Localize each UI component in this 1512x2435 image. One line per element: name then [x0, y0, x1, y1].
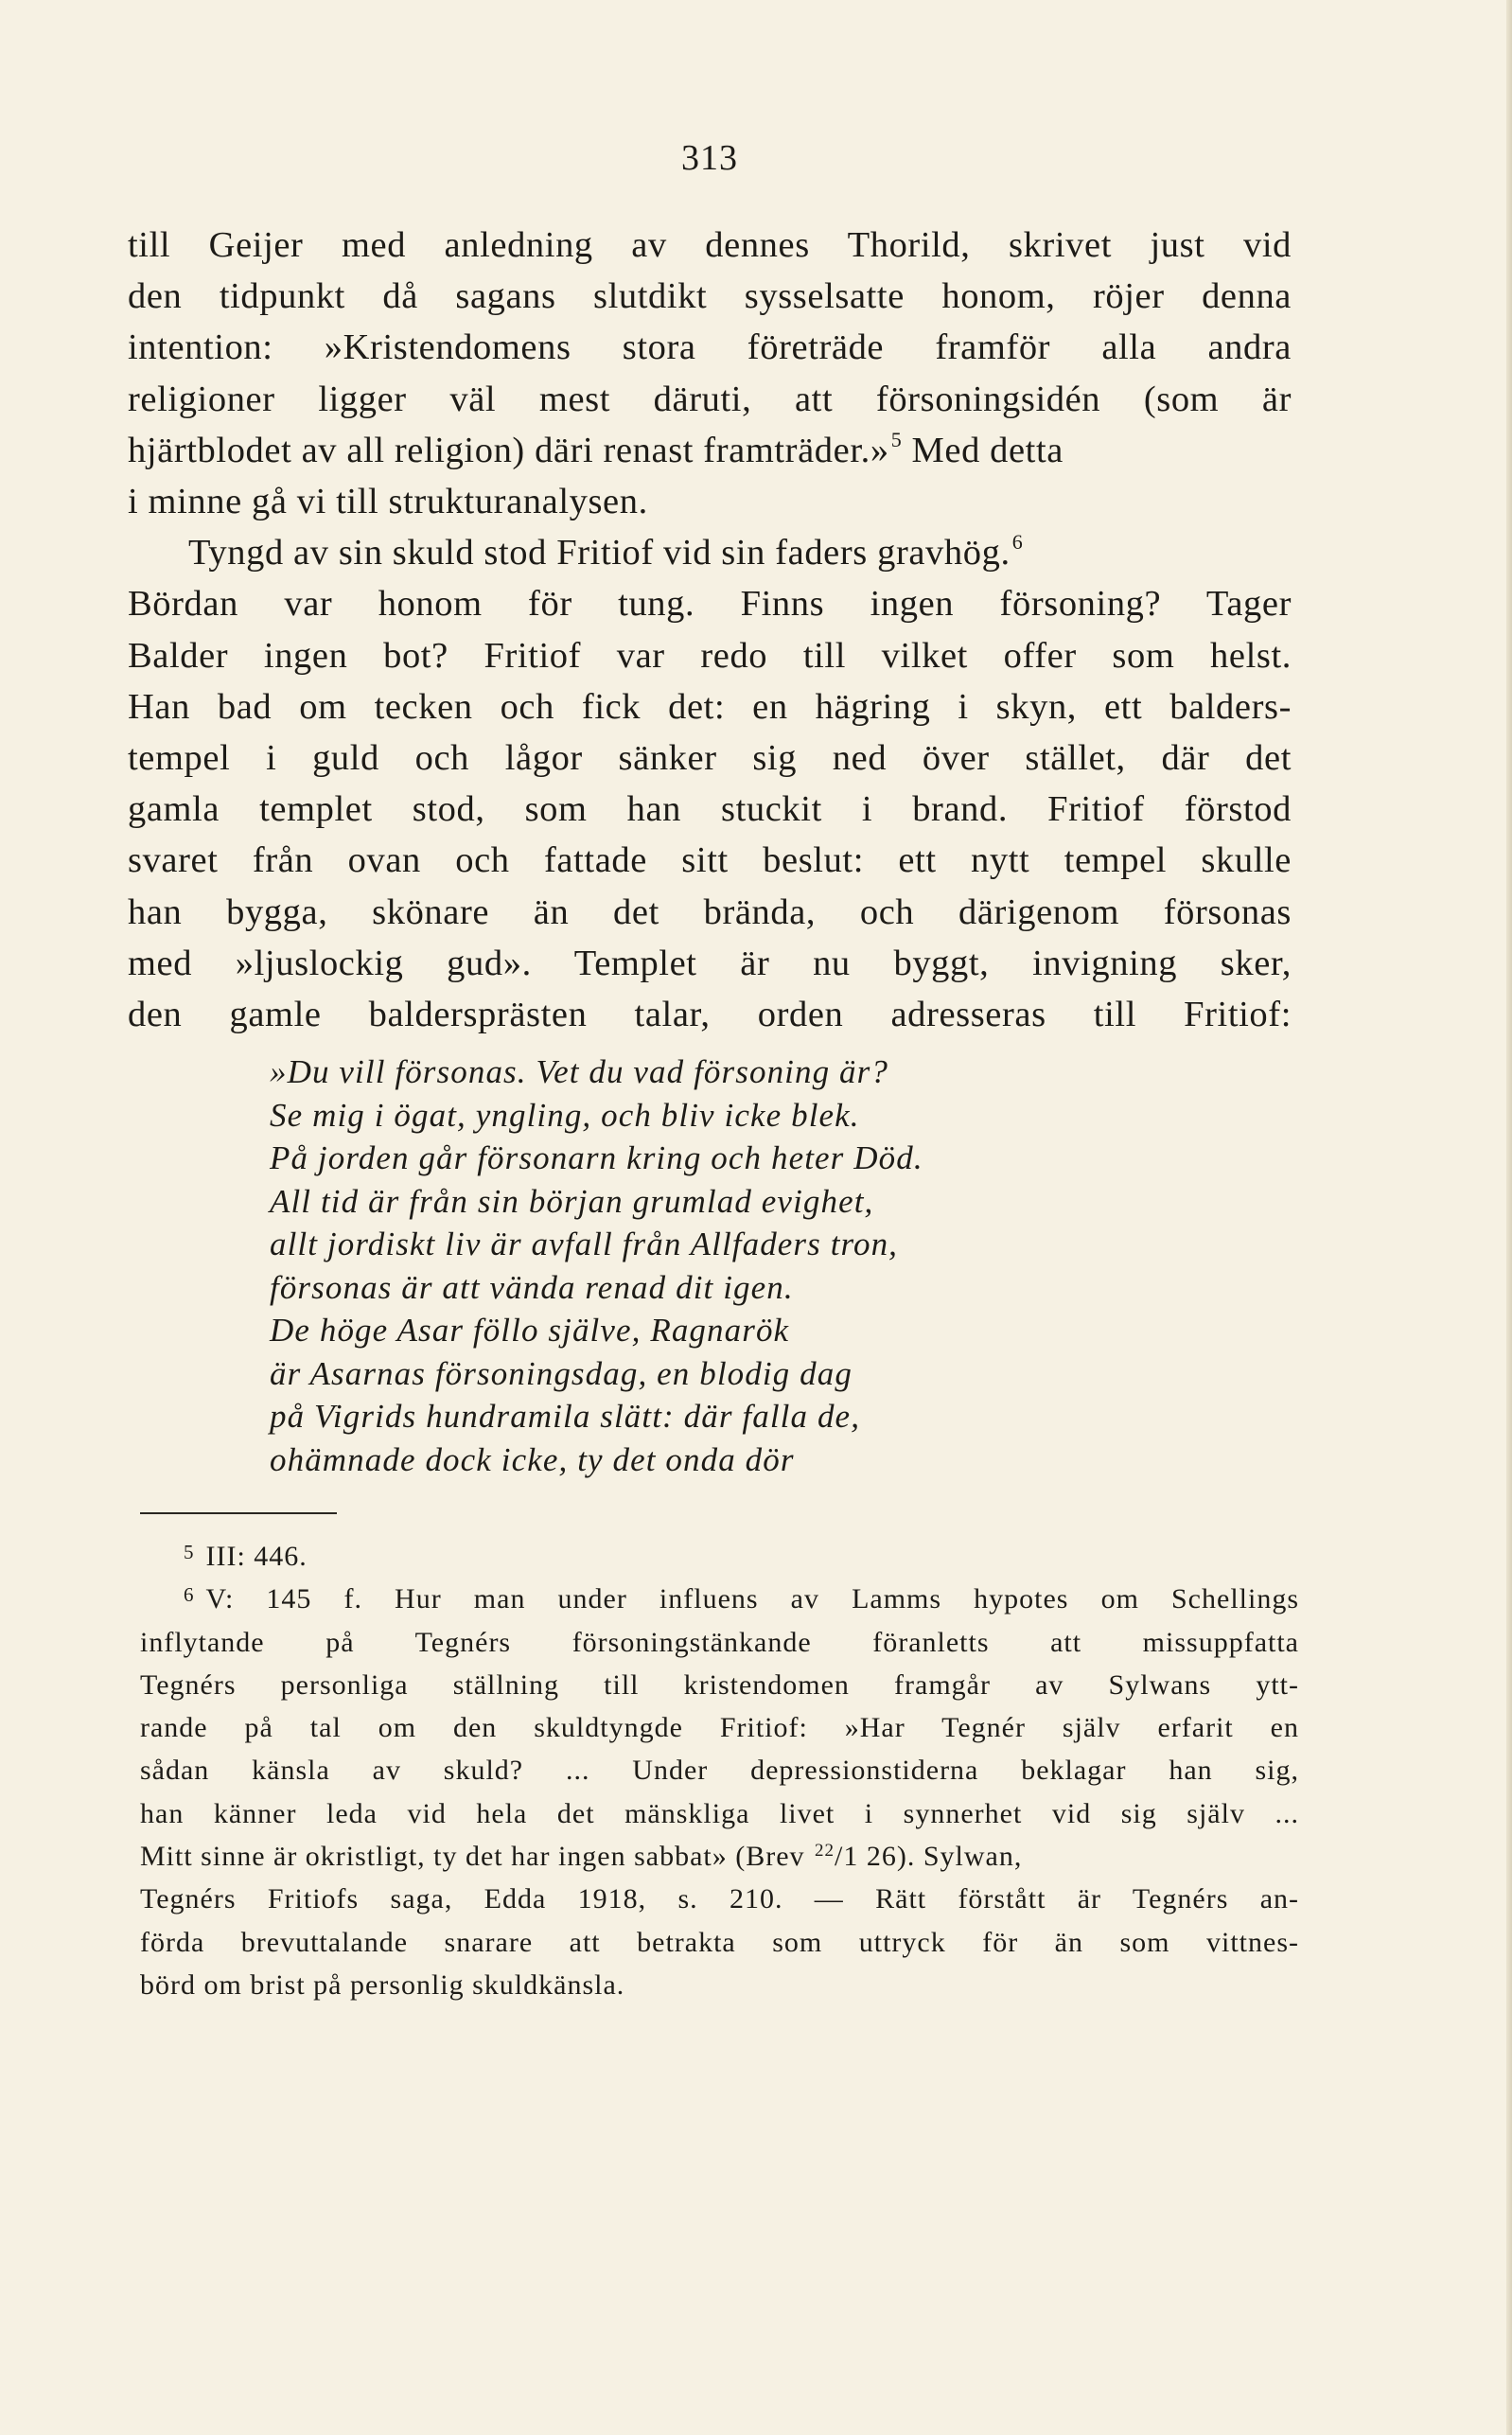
footnote-divider: [140, 1512, 337, 1514]
footnote-line: sådan känsla av skuld? ... Under depressionstiderna beklagar han sig,: [140, 1755, 1299, 1787]
body-line-text: hjärtblodet av all religion) däri renast framträder.»: [128, 430, 889, 470]
footnote-ref-6: 6: [1011, 530, 1024, 555]
body-line: Bördan var honom för tung. Finns ingen försoning? Tager: [128, 584, 1292, 625]
body-line: Han bad om tecken och fick det: en hägring i skyn, ett balders-: [128, 686, 1292, 727]
footnote-text: V: 145 f. Hur man under influens av Lamms hypotes om Schellings: [205, 1583, 1299, 1615]
body-line: gamla templet stod, som han stuckit i brand. Fritiof förstod: [128, 789, 1292, 830]
poem-line: ohämnade dock icke, ty det onda dör: [270, 1440, 795, 1478]
body-paragraphs: [128, 220, 1292, 1040]
body-line: tempel i guld och lågor sänker sig ned över stället, där det: [128, 738, 1292, 779]
poem-line: är Asarnas försoningsdag, en blodig dag: [270, 1354, 853, 1392]
poem-line: »Du vill försonas. Vet du vad försoning är?: [270, 1053, 888, 1090]
footnote-5: [140, 1535, 1299, 1578]
poem-line: på Vigrids hundramila slätt: där falla de,: [270, 1398, 861, 1435]
footnote-line: börd om brist på personlig skuldkänsla.: [140, 1968, 625, 2001]
body-line-text: Tyngd av sin skuld stod Fritiof vid sin faders gravhög.: [188, 533, 1011, 573]
body-line: [128, 527, 1292, 578]
body-line: till Geijer med anledning av dennes Thorild, skrivet just vid: [128, 225, 1292, 265]
footnote-text: Mitt sinne är okristligt, ty det har ingen sabbat» (Brev: [140, 1841, 805, 1873]
body-line: med »ljuslockig gud». Templet är nu byggt, invigning sker,: [128, 943, 1292, 983]
footnote-6: [140, 1578, 1299, 1620]
poem-line: All tid är från sin början grumlad evighet,: [270, 1182, 874, 1220]
footnote-line: inflytande på Tegnérs försoningstänkande föranletts att missuppfatta: [140, 1626, 1299, 1658]
body-line: han bygga, skönare än det brända, och därigenom försonas: [128, 891, 1292, 932]
page-number: 313: [681, 138, 738, 178]
body-line: intention: »Kristendomens stora företräde framför alla andra: [128, 327, 1292, 368]
footnote-mark: 6: [184, 1583, 195, 1607]
poem-line: allt jordiskt liv är avfall från Allfaders tron,: [270, 1226, 899, 1262]
footnote-line: han känner leda vid hela det mänskliga livet i synnerhet vid sig själv ...: [140, 1797, 1299, 1829]
poem-line: Se mig i ögat, yngling, och bliv icke blek.: [270, 1096, 860, 1134]
footnotes: [140, 1535, 1299, 2006]
body-line: i minne gå vi till strukturanalysen.: [128, 482, 648, 522]
footnote-line: förda brevuttalande snarare att betrakta som uttryck för än som vittnes-: [140, 1926, 1299, 1958]
body-line: religioner ligger väl mest däruti, att försoningsidén (som är: [128, 379, 1292, 419]
poem-line: försonas är att vända renad dit igen.: [270, 1268, 794, 1306]
body-line: den tidpunkt då sagans slutdikt sysselsatte honom, röjer denna: [128, 276, 1292, 317]
footnote-line: Tegnérs personliga ställning till kristendomen framgår av Sylwans ytt-: [140, 1668, 1299, 1701]
body-line: den gamle baldersprästen talar, orden adresseras till Fritiof:: [128, 995, 1292, 1035]
footnote-line: Tegnérs Fritiofs saga, Edda 1918, s. 210. — Rätt förstått är Tegnérs an-: [140, 1883, 1299, 1915]
poem-quotation: [270, 1050, 1216, 1481]
poem-line: De höge Asar föllo själve, Ragnarök: [270, 1312, 790, 1349]
poem-line: På jorden går försonarn kring och heter Död.: [270, 1139, 923, 1176]
date-superscript: 22: [815, 1841, 835, 1862]
body-line-tail: Med detta: [911, 430, 1064, 470]
page-edge: [1506, 0, 1512, 2435]
footnote-mark: 5: [184, 1541, 195, 1563]
body-line: svaret från ovan och fattade sitt beslut: ett nytt tempel skulle: [128, 840, 1292, 881]
footnote-line: rande på tal om den skuldtyngde Fritiof: »Har Tegnér själv erfarit en: [140, 1712, 1299, 1744]
footnote-text: /1 26). Sylwan,: [835, 1841, 1023, 1873]
body-line: Balder ingen bot? Fritiof var redo till vilket offer som helst.: [128, 635, 1292, 676]
footnote-text: III: 446.: [205, 1541, 308, 1572]
body-line: [128, 425, 1292, 476]
footnote-ref-5: 5: [890, 427, 903, 451]
footnote-line: [140, 1835, 1299, 1878]
